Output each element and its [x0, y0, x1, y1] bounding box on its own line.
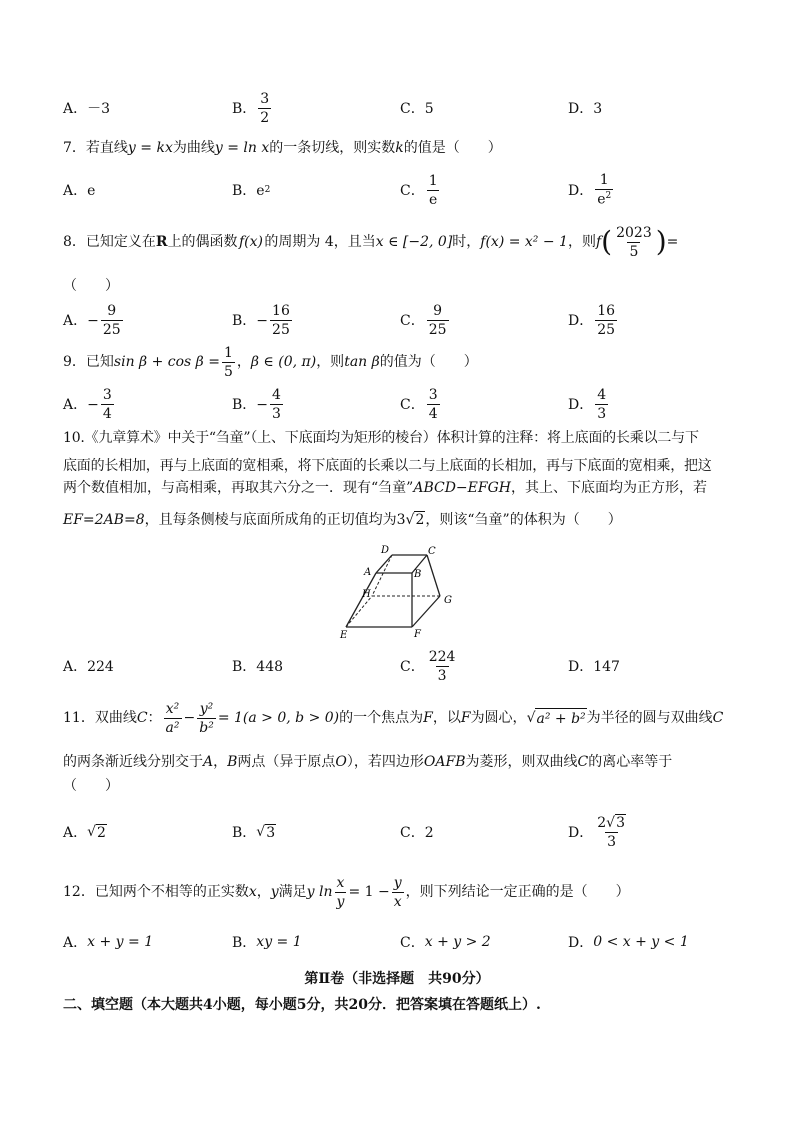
q9-option-c — [400, 384, 442, 424]
numerator: 1 — [428, 172, 438, 189]
q12-option-c — [400, 922, 491, 962]
q11-text-8: ），若四边形 — [346, 754, 424, 770]
q8-option-b-fraction — [270, 304, 292, 337]
denominator: 4 — [102, 405, 112, 422]
q10-option-d: D．147 — [568, 659, 620, 675]
q11-minus: − — [183, 710, 196, 726]
q7-text-3: 的一条切线，则实数 — [269, 140, 396, 156]
denominator: a² — [165, 719, 180, 736]
q10-text-1: 两个数值相加，与高相乘，再取其六分之一．现有“刍童” — [63, 480, 414, 496]
vertex-label-b: B — [414, 569, 422, 580]
section-2-title: 二、填空题（本大题共4小题，每小题5分，共20分．把答案填在答题纸上）. — [63, 997, 541, 1013]
q8-text-1: 8．已知定义在 — [63, 234, 156, 250]
numerator: y — [393, 874, 402, 891]
q11-option-d-label: D． — [568, 825, 594, 841]
denominator: y — [336, 893, 345, 910]
q12-x: x — [248, 884, 257, 900]
numerator: x — [336, 874, 345, 891]
numerator: 224 — [428, 648, 456, 665]
q7-eq2: y = ln x — [214, 140, 270, 156]
q7-options — [0, 170, 794, 210]
part-2-title: 第Ⅱ卷（非选择题 共90分） — [304, 971, 490, 987]
q11-text-6: 的两条渐近线分别交于 — [63, 754, 203, 770]
q9-option-b — [232, 384, 285, 424]
q10-option-c-label: C． — [400, 659, 425, 675]
q7-eq1: y = kx — [127, 140, 173, 156]
q12-ln: y ln — [306, 884, 333, 900]
q8-option-c-fraction — [427, 304, 449, 337]
denominator: 3 — [607, 833, 617, 850]
q11-option-a: A． √ 2 — [63, 824, 106, 841]
q7-option-b — [232, 170, 270, 210]
denominator: 4 — [428, 405, 438, 422]
q8-option-b-label: B．− — [232, 313, 269, 329]
q7-option-c-fraction — [427, 174, 440, 207]
q9-option-a — [63, 384, 116, 424]
numerator: y² — [199, 700, 214, 717]
q9-option-c-fraction — [427, 388, 440, 421]
q11-colon: ： — [147, 710, 162, 726]
q6-option-b-label: B． — [232, 101, 257, 117]
q12-y: y — [270, 884, 279, 900]
q9-text-1: 9．已知 — [63, 354, 114, 370]
q10-option-c-fraction — [427, 650, 458, 683]
q12-eq: = 1 − — [348, 884, 390, 900]
q12-stem — [63, 872, 630, 912]
q9-expr: sin β + cos β = — [113, 354, 220, 370]
vertex-label-h: H — [362, 589, 371, 600]
q12-frac-2 — [392, 876, 404, 909]
numerator: 3 — [428, 386, 438, 403]
denominator: e — [429, 191, 438, 208]
denominator: 3 — [272, 405, 281, 422]
q12-options — [0, 922, 794, 962]
q9-text-2: ， — [236, 354, 251, 370]
numerator: 3 — [260, 90, 270, 107]
q7-text-4: 的值是（ ） — [403, 140, 502, 156]
frustum-figure — [336, 545, 462, 641]
q7-option-d — [568, 170, 615, 210]
q8-option-a-label: A．− — [63, 313, 99, 329]
q11-blank: （ ） — [63, 778, 119, 794]
q11-c-2: C — [712, 710, 724, 726]
q8-text-5: ，则 — [567, 234, 596, 250]
q11-option-b-label: B． — [232, 825, 257, 841]
q11-c: C — [136, 710, 148, 726]
q10-options — [0, 646, 794, 686]
q8-blank: （ ） — [63, 278, 119, 294]
denominator: 3 — [437, 667, 447, 684]
q9-option-d-fraction — [595, 388, 608, 421]
numerator: 3 — [102, 386, 112, 403]
vertex-label-a: A — [364, 567, 372, 578]
q12-option-d — [568, 922, 689, 962]
q10-line-4: EF=2AB=8，且每条侧棱与底面所成角的正切值均为3√2，则该“刍童”的体积为（ ） — [63, 512, 622, 528]
q7-option-b-text: B．e — [232, 183, 265, 199]
q8-func: f(x) = x² − 1 — [480, 234, 568, 250]
q8-text-2: 上的偶函数 — [167, 234, 238, 250]
q8-option-d-label: D． — [568, 313, 594, 329]
q10-line-2: 底面的长相加，再与上底面的宽相乘，将下底面的长乘以二与上底面的长相加，再与下底面的宽相乘，把这 — [63, 458, 712, 474]
q7-option-d-fraction — [595, 173, 613, 207]
q9-stem — [63, 344, 478, 380]
q8-option-a — [63, 300, 125, 340]
q11-f: F — [423, 710, 433, 726]
q6-option-d: D．3 — [568, 101, 603, 117]
q11-frac-x — [164, 702, 182, 735]
q11-text-7: 两点（异于原点 — [237, 754, 336, 770]
denominator: x — [393, 893, 402, 910]
q8-fraction — [614, 226, 654, 259]
numerator: 1 — [599, 172, 609, 189]
vertex-label-f: F — [414, 629, 421, 640]
q11-comma: ， — [213, 754, 228, 770]
q12-text-1: 12．已知两个不相等的正实数 — [63, 884, 249, 900]
q9-option-b-fraction — [270, 388, 283, 421]
denominator — [595, 189, 613, 207]
left-paren: ( — [601, 225, 613, 258]
q7-text-1: 7．若直线 — [63, 140, 128, 156]
q6-option-a: A．－3 — [63, 101, 111, 117]
q11-frac-y — [197, 702, 216, 735]
q11-text-10: 的离心率等于 — [588, 754, 673, 770]
denominator: b² — [199, 719, 214, 736]
q11-text-3: ，以 — [432, 710, 461, 726]
q10-text-3: ，且每条侧棱与底面所成角的正切值均为 — [144, 512, 397, 528]
denominator: 25 — [272, 321, 290, 338]
q9-option-a-label: A．− — [63, 397, 99, 413]
q8-option-d — [568, 300, 619, 340]
q12-option-a-expr: x + y = 1 — [87, 934, 154, 950]
denominator: 25 — [597, 321, 616, 338]
q9-fraction — [222, 346, 235, 379]
denominator: 25 — [102, 321, 121, 338]
q8-text-3: 的周期为 4，且当 — [264, 234, 376, 250]
denominator: 5 — [223, 363, 233, 380]
q11-text-5: 为半径的圆与双曲线 — [586, 710, 713, 726]
q11-radius: a² + b² — [535, 708, 586, 729]
q10-sqrt: 2 — [415, 512, 425, 528]
q11-text-2: 的一个焦点为 — [339, 710, 424, 726]
numerator: 16 — [272, 302, 290, 319]
vertex-label-c: C — [428, 546, 436, 557]
q7-option-c — [400, 170, 442, 210]
q11-b: B — [227, 754, 238, 770]
q11-text-9: 为菱形，则双曲线 — [465, 754, 578, 770]
vertex-label-e: E — [340, 630, 348, 641]
q12-text-2: 满足 — [278, 884, 307, 900]
q11-cond: = 1(a > 0, b > 0) — [217, 710, 340, 726]
numerator: 2023 — [616, 224, 652, 241]
denominator: 5 — [629, 243, 639, 260]
denominator: 3 — [597, 405, 607, 422]
q7-text-2: 为曲线 — [172, 140, 215, 156]
q9-option-d-label: D． — [568, 397, 594, 413]
numerator: 9 — [433, 302, 443, 319]
q12-option-d-expr: 0 < x + y < 1 — [593, 934, 689, 950]
q11-oafb: OAFB — [423, 754, 466, 770]
q6-options — [0, 88, 794, 128]
denominator: 2 — [260, 109, 270, 126]
numerator: 4 — [597, 386, 607, 403]
numerator: 4 — [272, 386, 281, 403]
numerator-sqrt: 3 — [616, 814, 625, 831]
q9-cond: β ∈ (0, π) — [250, 354, 317, 370]
q9-options — [0, 384, 794, 424]
q12-text-3: ，则下列结论一定正确的是（ ） — [405, 884, 630, 900]
q12-option-b — [232, 922, 302, 962]
q10-coef: 3 — [396, 512, 406, 528]
q12-option-c-expr: x + y > 2 — [424, 934, 491, 950]
numerator-coef: 2 — [597, 814, 607, 831]
q6-option-b-fraction — [258, 92, 271, 125]
q11-f-2: F — [460, 710, 471, 726]
q8-option-c — [400, 300, 451, 340]
q8-option-c-label: C． — [400, 313, 425, 329]
right-paren: ) — [655, 225, 667, 258]
q6-option-c: C．5 — [400, 101, 434, 117]
q11-option-d — [568, 812, 630, 852]
q9-text-3: ，则 — [316, 354, 345, 370]
numerator: 1 — [223, 344, 233, 361]
vertex-label-g: G — [444, 595, 452, 606]
q12-option-b-label: B． — [232, 935, 257, 951]
q11-text-1: 11．双曲线 — [63, 710, 137, 726]
q6-option-b — [232, 88, 273, 128]
q11-option-a-label: A． — [63, 825, 88, 841]
q10-text-4: ，则该“刍童”的体积为（ ） — [425, 512, 622, 528]
q8-eq: = — [666, 234, 679, 250]
q11-c-3: C — [577, 754, 589, 770]
q10-text-2: ，其上、下底面均为正方形，若 — [510, 480, 707, 496]
q8-text-4: 时， — [452, 234, 481, 250]
q10-solid-name: ABCD−EFGH — [413, 480, 511, 496]
q7-option-b-sup: 2 — [264, 185, 271, 195]
q9-option-c-label: C． — [400, 397, 425, 413]
q11-line-2 — [63, 752, 672, 772]
denominator: 25 — [428, 321, 447, 338]
numerator: x² — [165, 700, 180, 717]
q7-option-c-label: C． — [400, 183, 425, 199]
q12-frac-1 — [335, 876, 347, 909]
vertex-label-d: D — [381, 545, 390, 556]
q8-option-d-fraction — [595, 304, 617, 337]
q8-options — [0, 300, 794, 340]
q9-text-4: 的值为（ ） — [379, 354, 478, 370]
q10-line-3 — [63, 478, 707, 498]
q12-comma: ， — [256, 884, 271, 900]
q10-option-b: B．448 — [232, 659, 284, 675]
q7-option-d-label: D． — [568, 183, 594, 199]
numerator: 9 — [107, 302, 117, 319]
q9-option-a-fraction — [101, 388, 114, 421]
q8-option-b — [232, 300, 294, 340]
q8-r: R — [155, 234, 168, 250]
q8-f: f — [595, 234, 602, 250]
q11-o: O — [335, 754, 347, 770]
q11-text-4: 为圆心， — [470, 710, 527, 726]
q11-option-d-fraction — [595, 816, 628, 849]
numerator: 16 — [597, 302, 616, 319]
q11-option-a-sqrt: 2 — [97, 824, 106, 841]
q12-option-d-label: D． — [568, 935, 594, 951]
q10-option-a: A．224 — [63, 659, 114, 675]
q9-option-b-label: B．− — [232, 397, 269, 413]
q11-option-b-sqrt: 3 — [266, 824, 276, 841]
q11-line-1: 11．双曲线 C ： $\frac{\text{x²}}{\text{a²}}$ − $\frac{\text{y²}}{\text{b²}}$ = 1(a > 0, b > 0) 的一个焦点为 F ，以 F 为圆心， √ a² + b² 为半径的圆与双曲线 C — [63, 700, 724, 736]
denominator-sup: 2 — [605, 191, 612, 202]
q8-stem — [63, 224, 678, 260]
q8-fx: f(x) — [238, 234, 263, 250]
q7-var: k — [395, 140, 404, 156]
q11-option-b: B． √ 3 — [232, 824, 276, 841]
q12-option-b-expr: xy = 1 — [256, 934, 302, 950]
q9-tan: tan β — [344, 354, 380, 370]
denominator-base: e — [597, 191, 606, 208]
q12-option-a — [63, 922, 153, 962]
q10-cond: EF=2AB=8 — [63, 512, 145, 528]
q8-cond: x ∈ [−2, 0] — [375, 234, 453, 250]
q7-option-a: A．e — [63, 183, 96, 199]
q9-option-d — [568, 384, 610, 424]
q11-options — [0, 812, 794, 852]
q11-option-c: C．2 — [400, 825, 434, 841]
q7-stem — [63, 138, 502, 158]
q10-option-c — [400, 646, 459, 686]
q10-line-1: 10.《九章算术》中关于“刍童”（上、下底面均为矩形的棱台）体积计算的注释：将上底面的长乘以二与下 — [63, 430, 699, 446]
q12-option-c-label: C． — [400, 935, 425, 951]
q8-option-a-fraction — [101, 304, 123, 337]
q11-a: A — [203, 754, 214, 770]
numerator: 2√3 — [597, 814, 625, 831]
q12-option-a-label: A． — [63, 935, 88, 951]
